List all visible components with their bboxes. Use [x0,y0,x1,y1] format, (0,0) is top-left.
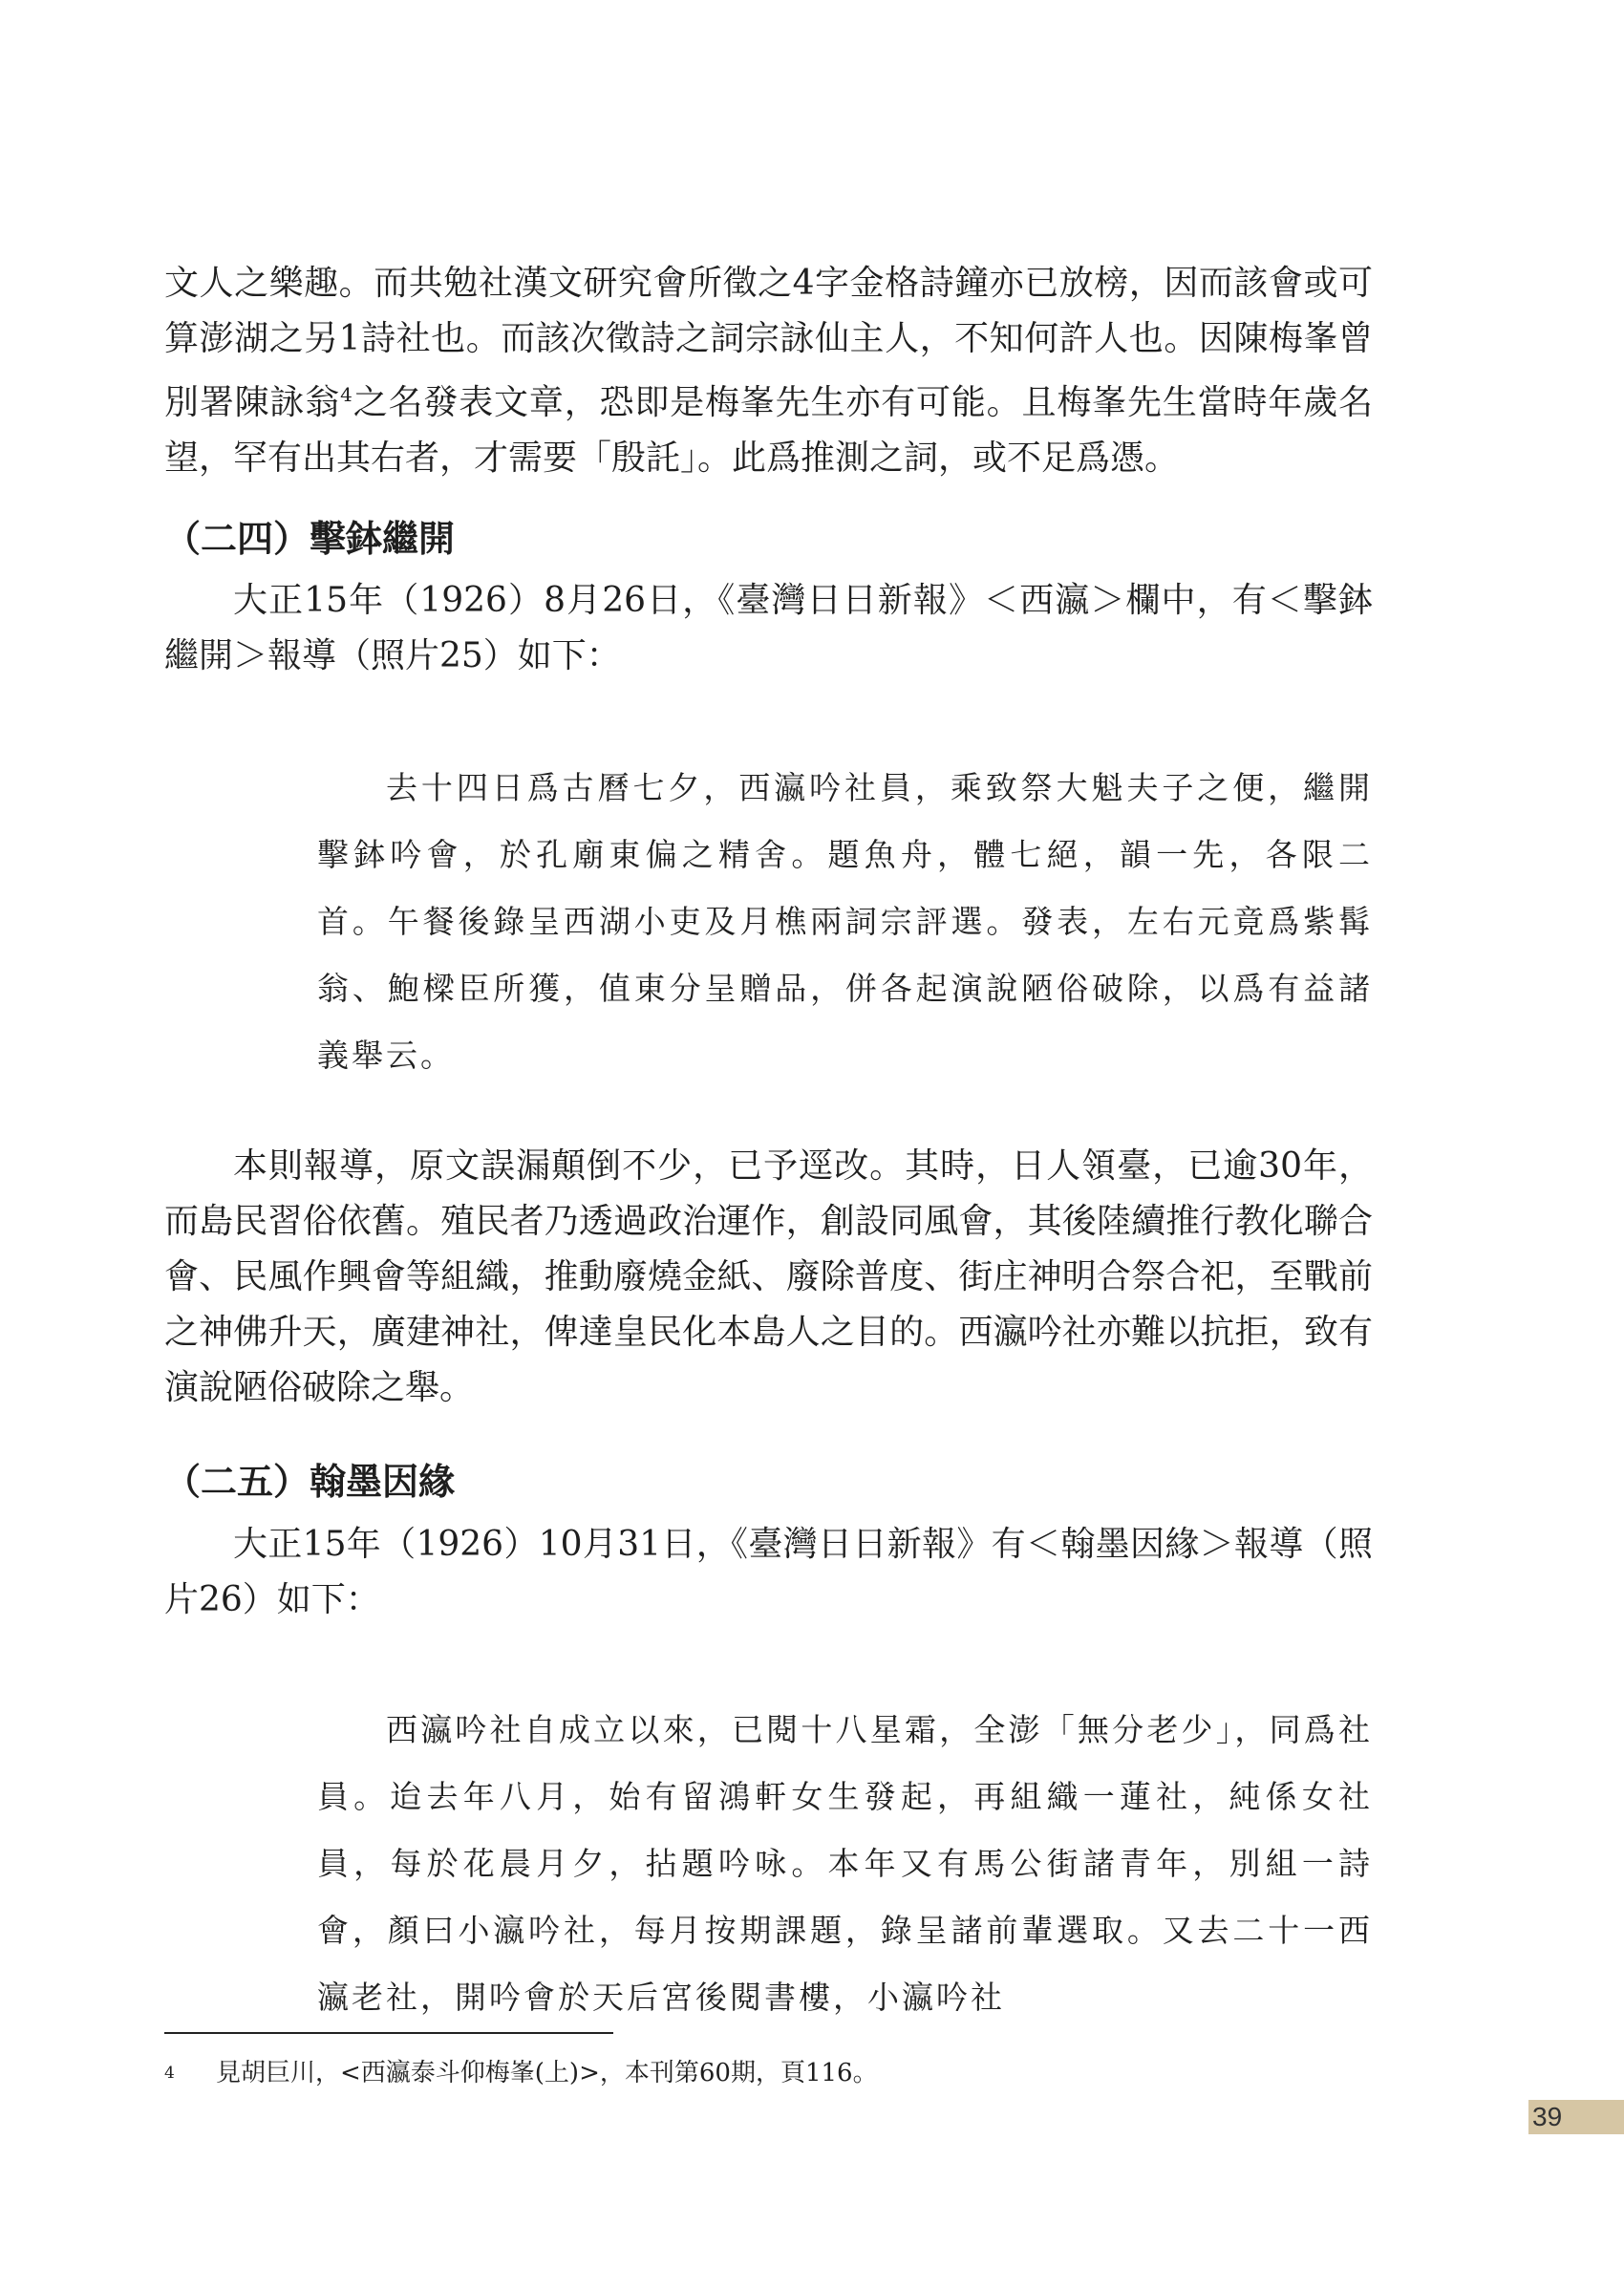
paragraph-intro [164,256,1373,486]
paragraph-report-intro-26: 大正15年（1926）10月31日，《臺灣日日新報》有＜翰墨因緣＞報導（照片26）如下： [164,1525,1373,1619]
footnote-ref-4: 4 [340,383,353,406]
section-heading-24: （二四）擊鉢繼開 [164,518,456,560]
paragraph-report-intro-25: 大正15年（1926）8月26日，《臺灣日日新報》＜西瀛＞欄中，有＜擊鉢繼開＞報導（照片25）如下： [164,581,1373,675]
footnote-divider [164,2032,613,2034]
quoted-report-26: 西瀛吟社自成立以來，已閱十八星霜，全澎「無分老少」，同爲社員。迨去年八月，始有留鴻軒女生發起，再組織一蓮社，純係女社員，每於花晨月夕，拈題吟咏。本年又有馬公街諸青年，別組一詩會，顏曰小瀛吟社，每月按期課題，錄呈諸前輩選取。又去二十一西瀛老社，開吟會於天后宮後閱書樓，小瀛吟社 [317,1711,1373,2016]
footnote [164,2054,878,2092]
quoted-report-25: 去十四日爲古曆七夕，西瀛吟社員，乘致祭大魁夫子之便，繼開擊鉢吟會，於孔廟東偏之精舍。題魚舟，體七絕，韻一先，各限二首。午餐後錄呈西湖小吏及月樵兩詞宗評選。發表，左右元竟爲紫髯翁、鮑樑臣所獲，值東分呈贈品，併各起演說陋俗破除，以爲有益諸義舉云。 [317,769,1373,1074]
paragraph-intro-text: 文人之樂趣。而共勉社漢文研究會所徵之4字金格詩鐘亦已放榜，因而該會或可算澎湖之另1詩社也。而該次徵詩之詞宗詠仙主人，不知何許人也。因陳梅峯曾別署陳詠翁 [164,264,1373,422]
paragraph-intro-text-cont: 之名發表文章，恐即是梅峯先生亦有可能。且梅峯先生當時年歲名望，罕有出其右者，才需要「殷託」。此爲推測之詞，或不足爲憑。 [164,383,1373,478]
paragraph-commentary: 本則報導，原文誤漏顛倒不少，已予逕改。其時，日人領臺，已逾30年，而島民習俗依舊。殖民者乃透過政治運作，創設同風會，其後陸續推行教化聯合會、民風作興會等組織，推動廢燒金紙、廢除普度、街庄神明合祭合祀，至戰前之神佛升天，廣建神社，俾達皇民化本島人之目的。西瀛吟社亦難以抗拒，致有演說陋俗破除之舉。 [164,1146,1373,1407]
page-number: 39 [1528,2100,1624,2134]
section-heading-25: （二五）翰墨因緣 [164,1461,456,1503]
footnote-text: 見胡巨川，<西瀛泰斗仰梅峯(上)>，本刊第60期，頁116。 [216,2059,878,2087]
footnote-number: 4 [164,2064,175,2083]
